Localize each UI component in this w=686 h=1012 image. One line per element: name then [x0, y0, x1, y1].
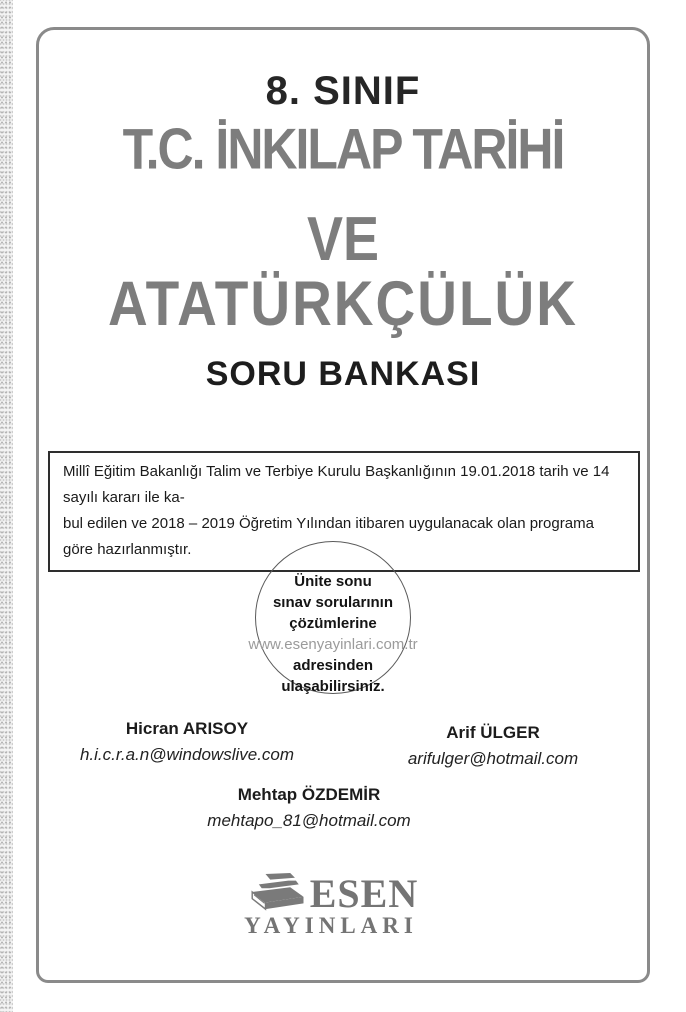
title-line-3: ATATÜRKÇÜLÜK — [107, 267, 578, 339]
circle-note-line-1: Ünite sonu — [294, 573, 372, 590]
title-line-1: T.C. İNKILAP TARİHİ — [122, 116, 564, 181]
approval-note-line-1: Millî Eğitim Bakanlığı Talim ve Terbiye Kurulu Başkanlığının 19.01.2018 tarih ve 14 sayılı kararı ile ka- — [63, 463, 610, 506]
publisher-name: ESEN — [309, 871, 419, 916]
circle-note-line-3: çözümlerine — [289, 615, 377, 632]
cover-border-frame — [36, 27, 650, 983]
approval-note-line-2: bul edilen ve 2018 – 2019 Öğretim Yılından itibaren uygulanacak olan programa göre hazırlanmıştır. — [63, 515, 594, 558]
scan-edge-texture — [0, 0, 13, 1012]
author-name: Arif ÜLGER — [446, 723, 540, 742]
author-email: h.i.c.r.a.n@windowslive.com — [79, 745, 295, 765]
publisher-subname: YAYINLARI — [244, 913, 418, 938]
circle-note-line-5: ulaşabilirsiniz. — [281, 678, 385, 695]
title-line-2: VE — [306, 204, 380, 274]
website-note-circle — [248, 541, 418, 695]
author-block-3 — [189, 785, 429, 832]
publisher-logo — [211, 873, 451, 937]
author-email: arifulger@hotmail.com — [407, 749, 579, 769]
stacked-books-icon — [244, 873, 306, 911]
circle-note-line-4: adresinden — [292, 657, 374, 674]
author-email: mehtapo_81@hotmail.com — [207, 811, 411, 831]
circle-note-line-2: sınav sorularının — [272, 594, 394, 611]
author-name: Hicran ARISOY — [125, 719, 249, 738]
grade-heading: 8. SINIF — [265, 69, 421, 113]
author-block-2 — [373, 723, 613, 770]
author-name: Mehtap ÖZDEMİR — [237, 785, 381, 804]
publisher-website-url: www.esenyayinlari.com.tr — [248, 636, 418, 653]
author-block-1 — [67, 719, 307, 766]
subtitle-soru-bankasi: SORU BANKASI — [205, 355, 481, 393]
